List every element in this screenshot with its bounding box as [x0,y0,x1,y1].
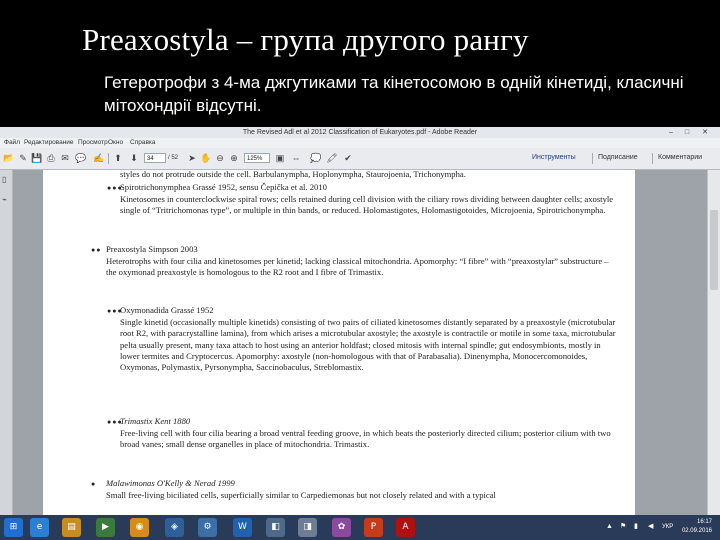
media-icon[interactable]: ▶ [96,518,115,537]
bullet-level-3: ●●● [107,307,123,315]
photo-icon[interactable]: ◈ [165,518,184,537]
menu-bar [0,138,720,148]
app-icon[interactable]: ✿ [332,518,351,537]
language-indicator[interactable]: УКР [662,524,674,530]
doc-paragraph: Small free-living biciliated cells, superficially similar to Carpediemonas but not closely related and with a typical [106,490,496,500]
doc-paragraph: Single kinetid (occasionally multiple kinetids) consisting of two pairs of ciliated kinetosomes distantly separated by a preaxostyle (microtubular root R2, with paracrystalline lamina), from which arises a microtubular axostyle; the axostyle is contractile or motile in some taxa, microtubular pelta usually present, many taxa attach to host using an anterior holdfast; closed mitosis with internal spindle; gut endosymbionts, mostly in lower termites and Cryptocercus. Apomorphy: axostyle (non-homologous with that of Parabasalia). Dinenympha, Monocercomonoides, Oxymonas, Polymastix, Pyrsonympha, Saccinobaculus, Streblomastix. [120,317,616,373]
clock-time: 16:17 [696,519,712,525]
comments-link[interactable]: Комментарии [658,154,703,161]
sign-link[interactable]: Подписание [598,154,638,161]
doc-paragraph: Free-living cell with four cilia bearing a broad ventral feeding groove, in which beats the posteriorly directed cilium; posterior cilium with two broad vanes; small dense organelles in place of mitochondria. Trimastix. [120,428,611,450]
tools-link[interactable]: Инструменты [532,154,576,161]
tray-flag-icon[interactable]: ⚑ [620,523,627,530]
hand-icon[interactable]: ✋ [200,153,212,163]
doc-heading: Spirotrichonymphea Grassé 1952, sensu Čepička et al. 2010 [120,182,327,192]
menu-file[interactable]: Файл [4,139,20,146]
navigation-panel [0,170,13,525]
clock[interactable] [672,518,712,536]
toolbar-separator [652,153,653,164]
zoom-out-icon[interactable]: ⊖ [216,153,224,163]
tray-network-icon[interactable]: ▮ [634,523,638,530]
toolbar [0,148,720,170]
tray-arrow-icon[interactable]: ▲ [606,523,613,530]
scrollbar-thumb[interactable] [710,210,718,290]
doc-heading: Oxymonadida Grassé 1952 [120,305,214,315]
menu-help[interactable]: Справка [130,139,156,146]
menu-view[interactable]: Просмотр [78,139,108,146]
chrome-icon[interactable]: ◉ [130,518,149,537]
comment-icon[interactable]: 💬 [75,153,87,163]
create-icon[interactable]: ✎ [19,153,27,163]
doc-heading-preaxostyla: Preaxostyla Simpson 2003 [106,244,198,254]
select-arrow-icon[interactable]: ➤ [188,153,196,163]
page-up-icon[interactable]: ⬆ [114,153,122,163]
zoom-select[interactable]: 125% [244,153,270,163]
highlight-icon[interactable]: 🖍 [326,153,338,163]
doc-line: styles do not protrude outside the cell. Barbulanympha, Hoplonympha, Staurojoenia, Trichonympha. [120,170,466,179]
doc-paragraph: Kinetosomes in counterclockwise spiral rows; cells retained during cell division with the ciliary rows dividing between daughter cells; axostyle single of “Tritrichomonas type”, or multiple in thin bands, or reduced. Holomastigotes, Holomastigotoides, Microjoenia, Spirotrichonympha. [120,194,614,216]
doc-heading: Malawimonas O'Kelly & Nerad 1999 [106,478,235,488]
page-total: / 52 [168,155,179,161]
word-icon[interactable]: W [233,518,252,537]
bullet-level-3: ●●● [107,184,123,192]
start-icon[interactable]: ⊞ [4,518,23,537]
explorer-icon[interactable]: ▤ [62,518,81,537]
app-icon[interactable]: ◨ [298,518,317,537]
toolbar-separator [592,153,593,164]
doc-heading: Trimastix Kent 1880 [120,416,191,426]
email-icon[interactable]: ✉ [61,153,69,163]
slide-title: Preaxostyla – група другого рангу [82,22,529,57]
stamp-icon[interactable]: ✔ [344,153,352,163]
maximize-icon[interactable]: □ [684,129,690,136]
vertical-scrollbar[interactable] [707,170,720,517]
ie-icon[interactable]: e [30,518,49,537]
document-area [13,170,707,517]
print-icon[interactable]: ⎙ [47,153,55,163]
window-title: The Revised Adl et al 2012 Classification of Eukaryotes.pdf - Adobe Reader [242,129,478,136]
fit-page-icon[interactable]: ▣ [275,153,285,163]
slide-subtitle: Гетеротрофи з 4-ма джгутиками та кінетосомою в одній кінетиді, класичні мітохондрії відсутні. [104,73,684,115]
open-icon[interactable]: 📂 [3,153,15,163]
menu-window[interactable]: Окно [108,139,124,146]
page-down-icon[interactable]: ⬇ [130,153,138,163]
acrobat-icon[interactable]: A [396,518,415,537]
bullet-level-2: ●● [91,246,102,254]
doc-paragraph: Heterotrophs with four cilia and kinetosomes per kinetid; lacking classical mitochondria. Apomorphy: “I fibre” with “preaxostylar” substructure – the oxymonad preaxostyle is homologous to the R2 root and I fibre of Trimastix. [106,256,609,278]
sign-icon[interactable]: ✍ [93,153,105,163]
bullet-level-1: ● [91,480,97,488]
bullet-level-3: ●●● [107,418,123,426]
network-app-icon[interactable]: ⚙ [198,518,217,537]
powerpoint-icon[interactable]: P [364,518,383,537]
close-icon[interactable]: ✕ [702,129,708,136]
speech-bubble-icon[interactable]: 💭 [310,153,322,163]
menu-edit[interactable]: Редактирование [24,139,74,146]
page-number-input[interactable]: 34 [144,153,166,163]
bookmarks-icon[interactable]: ⌁ [2,195,7,204]
save-icon[interactable]: 💾 [31,153,43,163]
minimize-icon[interactable]: – [669,129,673,136]
adobe-reader-window [0,127,720,540]
fit-width-icon[interactable]: ⇔ [291,153,301,163]
clock-date: 02.09.2016 [681,528,712,534]
tray-volume-icon[interactable]: ◀ [648,523,654,530]
zoom-in-icon[interactable]: ⊕ [230,153,238,163]
toolbar-separator [108,153,109,164]
page-thumbnails-icon[interactable]: ▯ [2,175,7,184]
windows-taskbar [0,515,720,540]
app-icon[interactable]: ◧ [266,518,285,537]
pdf-page [43,170,635,517]
